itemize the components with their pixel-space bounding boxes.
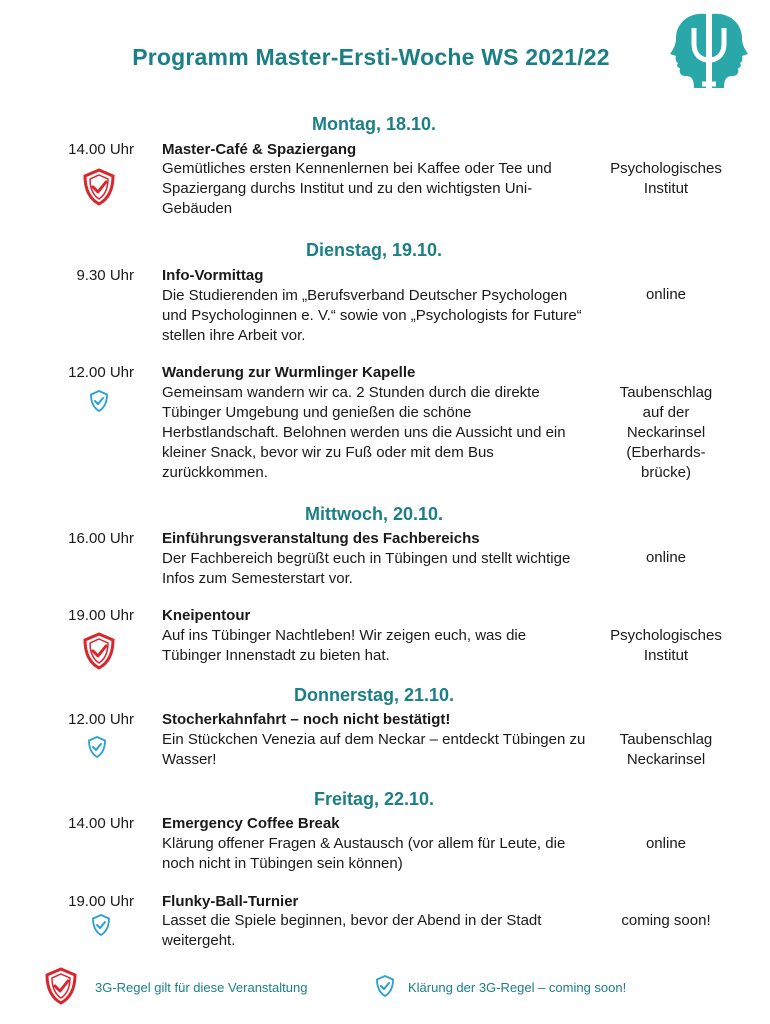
day-heading: Dienstag, 19.10. <box>305 240 443 260</box>
blue-shield-check-icon <box>89 390 109 417</box>
blue-shield-check-icon <box>375 975 395 1002</box>
event-title: Emergency Coffee Break <box>162 815 340 832</box>
event-title: Einführungsveranstaltung des Fachbereichs <box>162 530 480 547</box>
event-time: 14.00 Uhr <box>68 141 134 158</box>
blue-shield-check-icon <box>87 736 107 763</box>
event-description: Die Studierenden im „Berufsverband Deutscher Psychologen und Psychologinnen e. V.“ sowie von „Psychologists for Future“ stellen ihre Arbeit vor. <box>162 287 582 344</box>
legend-red-label: 3G-Regel gilt für diese Veranstaltung <box>95 980 308 995</box>
event-description: Klärung offener Fragen & Austausch (vor allem für Leute, die noch nicht in Tübingen sein können) <box>162 835 566 872</box>
event-time: 12.00 Uhr <box>68 364 134 381</box>
event-description: Ein Stückchen Venezia auf dem Neckar – entdeckt Tübingen zu Wasser! <box>162 731 586 768</box>
event-description: Der Fachbereich begrüßt euch in Tübingen und stellt wichtige Infos zum Semesterstart vor. <box>162 550 571 587</box>
event-title: Stocherkahnfahrt – noch nicht bestätigt! <box>162 711 451 728</box>
event-location: Psychologisches Institut <box>610 160 722 197</box>
day-heading: Mittwoch, 20.10. <box>304 504 444 524</box>
event-title: Master-Café & Spaziergang <box>162 141 357 158</box>
event-time: 14.00 Uhr <box>68 815 134 832</box>
event-description: Gemütliches ersten Kennenlernen bei Kaffee oder Tee und Spaziergang durchs Institut und zu den wichtigsten Uni-Gebäuden <box>162 160 552 217</box>
event-time: 16.00 Uhr <box>68 530 134 547</box>
event-location: Psychologisches Institut <box>610 627 722 664</box>
event-time: 9.30 Uhr <box>76 267 134 284</box>
event-location: online <box>645 835 687 852</box>
event-description: Gemeinsam wandern wir ca. 2 Stunden durch die direkte Tübinger Umgebung und genießen die schöne Herbstlandschaft. Belohnen werden uns die Aussicht und ein kleiner Snack, bevor wir zu Fuß oder mit dem Bus zurückkommen. <box>162 384 566 481</box>
event-location: coming soon! <box>621 912 711 929</box>
red-shield-check-icon <box>82 168 116 211</box>
event-description: Auf ins Tübinger Nachtleben! Wir zeigen euch, was die Tübinger Innenstadt zu bieten hat. <box>162 627 527 664</box>
legend <box>0 966 770 1006</box>
day-heading: Freitag, 22.10. <box>313 789 435 809</box>
red-shield-check-icon <box>44 966 78 1011</box>
legend-blue-label: Klärung der 3G-Regel – coming soon! <box>408 980 627 995</box>
event-location: Taubenschlag auf der Neckarinsel (Eberhards-brücke) <box>619 384 713 481</box>
blue-shield-check-icon <box>91 914 111 941</box>
day-heading: Donnerstag, 21.10. <box>293 685 455 705</box>
event-title: Info-Vormittag <box>162 267 264 284</box>
event-title: Wanderung zur Wurmlinger Kapelle <box>162 364 416 381</box>
event-location: Taubenschlag Neckarinsel <box>619 731 713 768</box>
event-description: Lasset die Spiele beginnen, bevor der Abend in der Stadt weitergeht. <box>162 912 542 949</box>
event-title: Kneipentour <box>162 607 251 624</box>
event-location: online <box>645 549 687 566</box>
event-time: 19.00 Uhr <box>68 607 134 624</box>
red-shield-check-icon <box>82 632 116 675</box>
event-location: online <box>645 286 687 303</box>
page-title: Programm Master-Ersti-Woche WS 2021/22 <box>132 44 610 70</box>
day-heading: Montag, 18.10. <box>311 114 437 134</box>
event-time: 12.00 Uhr <box>68 711 134 728</box>
event-time: 19.00 Uhr <box>68 893 134 910</box>
psi-faces-logo-icon <box>666 10 752 92</box>
event-title: Flunky-Ball-Turnier <box>162 893 299 910</box>
